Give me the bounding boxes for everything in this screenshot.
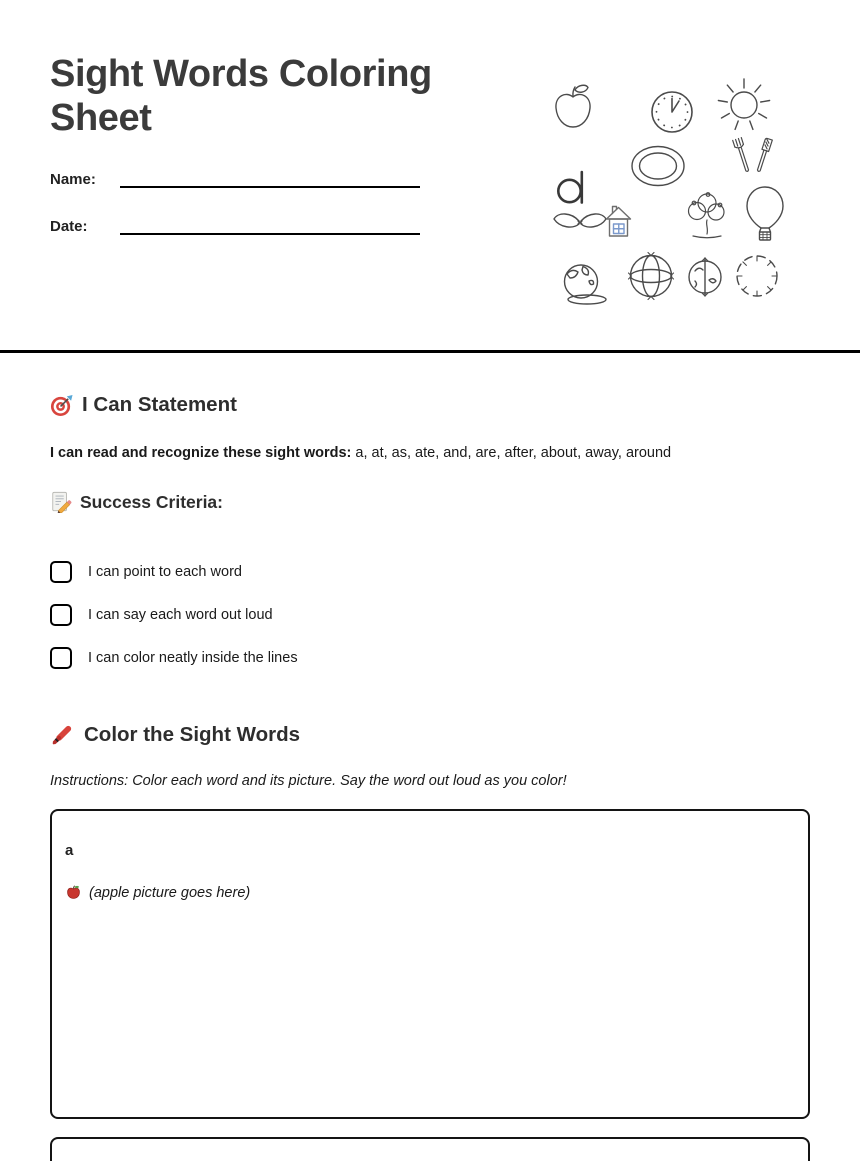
color-sight-words-heading	[50, 722, 810, 747]
knife-drawing	[755, 138, 772, 172]
card-word: a	[65, 842, 74, 860]
success-criteria-title: Success Criteria:	[80, 491, 223, 512]
instructions-text: Instructions: Color each word and its picture. Say the word out loud as you color!	[50, 773, 567, 790]
checkbox-color-inside-lines[interactable]	[50, 647, 72, 669]
color-sight-words-title: Color the Sight Words	[84, 722, 301, 746]
fork-drawing	[733, 138, 752, 173]
bananas-drawing	[554, 214, 606, 227]
sight-words-list: a, at, as, ate, and, are, after, about, away, around	[355, 445, 672, 461]
sight-word-pictures-cluster	[545, 75, 790, 310]
card-caption-text: (apple picture goes here)	[89, 884, 251, 901]
balloon-drawing	[747, 187, 783, 240]
checkbox-point-to-word[interactable]	[50, 561, 72, 583]
i-can-statement-title: I Can Statement	[82, 393, 237, 416]
name-label: Name:	[50, 171, 96, 189]
letter-a-drawing	[558, 172, 582, 203]
memo-pencil-icon	[50, 491, 72, 513]
checklist-label: I can color neatly inside the lines	[88, 650, 298, 667]
house-drawing	[607, 207, 631, 237]
apple-icon	[65, 884, 82, 901]
success-criteria-heading	[50, 491, 810, 513]
section-divider	[0, 350, 860, 353]
tree-drawing	[689, 193, 725, 238]
checklist-item	[50, 647, 810, 669]
checklist-label: I can say each word out loud	[88, 607, 273, 624]
checkbox-say-word-out-loud[interactable]	[50, 604, 72, 626]
clock-drawing	[652, 92, 692, 132]
checklist-item	[50, 604, 810, 626]
tick-circle-drawing	[737, 256, 777, 296]
word-card-next	[50, 1137, 810, 1161]
i-can-statement-heading	[50, 393, 810, 417]
crayon-icon	[50, 722, 75, 747]
plate-drawing	[632, 147, 684, 186]
card-caption-row	[65, 884, 795, 901]
sun-drawing	[718, 79, 769, 129]
sight-words-statement	[50, 444, 810, 462]
globe-stand-drawing	[565, 265, 607, 304]
globe-grid-drawing	[629, 253, 674, 300]
target-icon	[50, 394, 73, 417]
statement-lead: I can read and recognize these sight words:	[50, 445, 352, 461]
date-input-line[interactable]	[120, 214, 420, 235]
apple-drawing	[556, 85, 590, 127]
name-input-line[interactable]	[120, 167, 420, 188]
date-label: Date:	[50, 218, 88, 236]
globe-axis-drawing	[689, 258, 721, 296]
word-card-a	[50, 809, 810, 1119]
checklist-label: I can point to each word	[88, 564, 242, 581]
page-title: Sight Words Coloring Sheet	[50, 53, 432, 140]
checklist-item	[50, 561, 810, 583]
success-criteria-checklist	[50, 561, 810, 669]
